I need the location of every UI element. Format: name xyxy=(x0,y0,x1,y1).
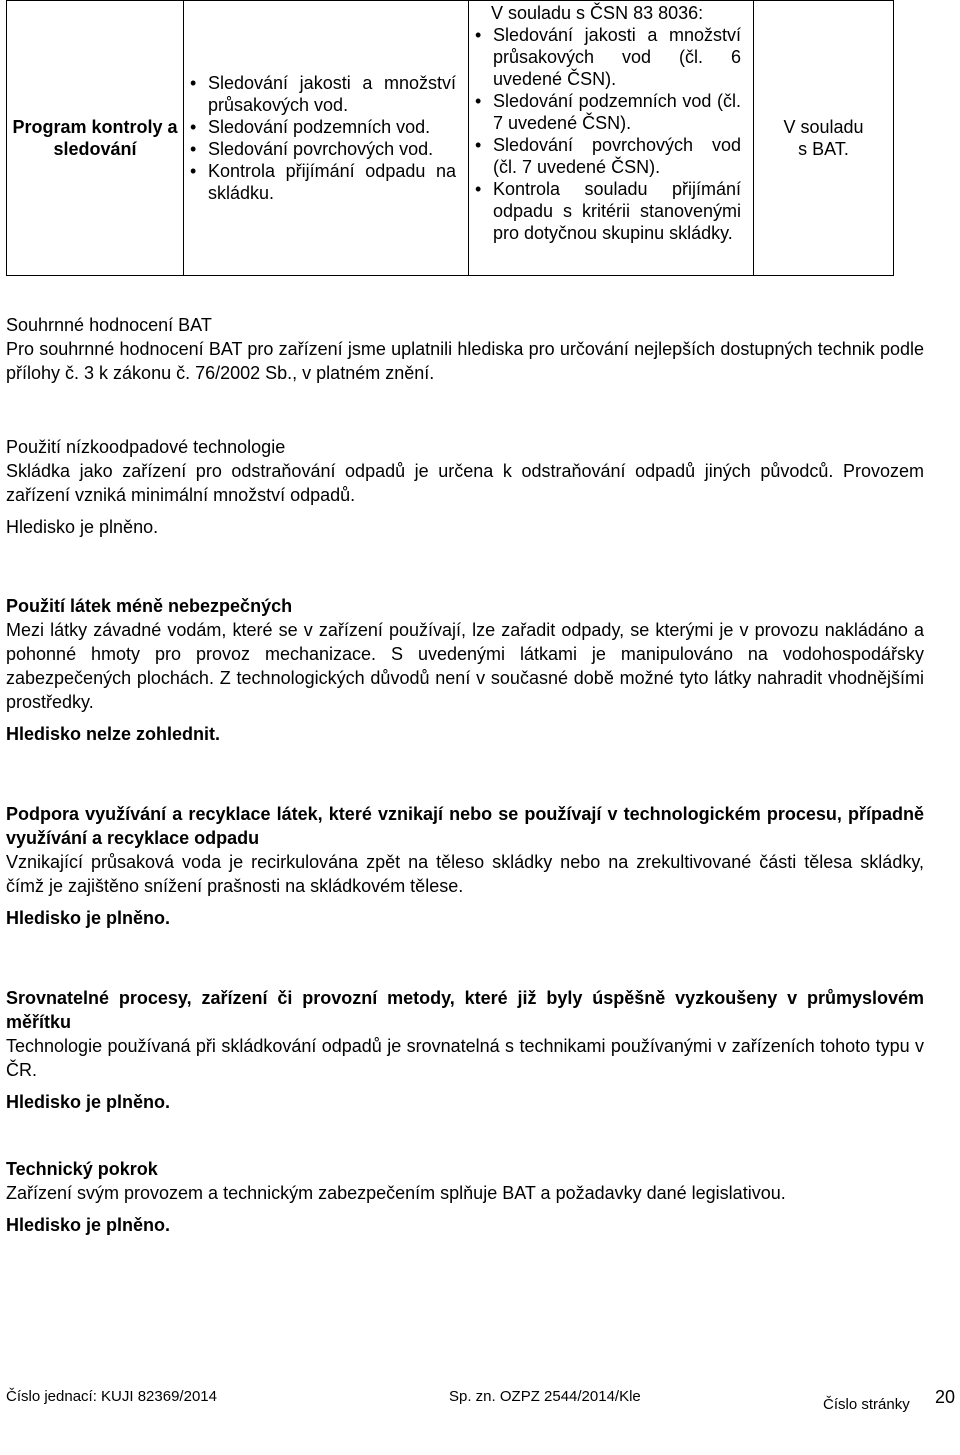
section-body: Zařízení svým provozem a technickým zabezpečením splňuje BAT a požadavky dané legislativou. xyxy=(6,1183,786,1203)
topic-label: Program kontroly a sledování xyxy=(12,117,178,159)
section-low-waste xyxy=(6,435,924,539)
list-item: • Sledování podzemních vod. xyxy=(208,116,456,138)
footer-page-label: Číslo stránky xyxy=(823,1396,910,1413)
section-body: Pro souhrnné hodnocení BAT pro zařízení jsme uplatnili hlediska pro určování nejlepších dostupných technik podle přílohy č. 3 k zákonu č. 76/2002 Sb., v platném znění. xyxy=(6,339,924,383)
section-body: Technologie používaná při skládkování odpadů je srovnatelná s technikami používanými v zařízeních tohoto typu v ČR. xyxy=(6,1036,924,1080)
verdict-text: Hledisko je plněno. xyxy=(6,1215,171,1235)
section-progress xyxy=(6,1157,924,1237)
footer-file-mark: Sp. zn. OZPZ 2544/2014/Kle xyxy=(449,1388,641,1405)
list-item: • Kontrola přijímání odpadu na skládku. xyxy=(208,160,456,204)
table-cell-standard xyxy=(469,1,754,276)
section-body: Vznikající průsaková voda je recirkulována zpět na těleso skládky nebo na zrekultivované části tělesa skládky, čímž je zajištěno snížení prašnosti na skládkovém tělese. xyxy=(6,852,924,896)
section-body: Skládka jako zařízení pro odstraňování odpadů je určena k odstraňování odpadů jiných původců. Provozem zařízení vzniká minimální množství odpadů. xyxy=(6,461,924,505)
list-item: • Kontrola souladu přijímání odpadu s kritérii stanovenými pro dotyčnou skupinu skládky. xyxy=(493,178,741,244)
compliance-table xyxy=(6,0,894,276)
footer-reference: Číslo jednací: KUJI 82369/2014 xyxy=(6,1388,217,1405)
section-less-hazardous xyxy=(6,594,924,746)
verdict-text: Hledisko je plněno. xyxy=(6,1092,171,1112)
list-item: • Sledování jakosti a množství průsakových vod (čl. 6 uvedené ČSN). xyxy=(493,24,741,90)
page-number: 20 xyxy=(935,1387,956,1407)
verdict-text: Hledisko nelze zohlednit. xyxy=(6,724,221,744)
verdict-text: Hledisko je plněno. xyxy=(6,908,171,928)
section-heading: Souhrnné hodnocení BAT xyxy=(6,315,212,335)
list-item: • Sledování povrchových vod (čl. 7 uvedené ČSN). xyxy=(493,134,741,178)
section-comparable xyxy=(6,986,924,1114)
section-recycling xyxy=(6,802,924,930)
standard-heading: V souladu s ČSN 83 8036: xyxy=(491,3,704,23)
section-heading: Srovnatelné procesy, zařízení či provozní metody, které již byly úspěšně vyzkoušeny v průmyslovém měřítku xyxy=(6,988,924,1032)
measures-list xyxy=(184,72,462,204)
section-heading: Podpora využívání a recyklace látek, které vznikají nebo se používají v technologickém procesu, případně využívání a recyklace odpadu xyxy=(6,804,924,848)
table-cell-topic xyxy=(7,1,184,276)
verdict-text: Hledisko je plněno. xyxy=(6,517,159,537)
section-summary xyxy=(6,313,924,385)
standard-list xyxy=(469,24,747,244)
list-item: • Sledování povrchových vod. xyxy=(208,138,456,160)
section-heading: Technický pokrok xyxy=(6,1159,158,1179)
table-cell-compliance xyxy=(754,1,894,276)
compliance-label: V souladu s BAT. xyxy=(783,117,864,159)
section-heading: Použití látek méně nebezpečných xyxy=(6,596,293,616)
table-cell-measures xyxy=(184,1,469,276)
section-heading: Použití nízkoodpadové technologie xyxy=(6,437,286,457)
table-row xyxy=(7,1,894,276)
list-item: • Sledování jakosti a množství průsakových vod. xyxy=(208,72,456,116)
section-body: Mezi látky závadné vodám, které se v zařízení používají, lze zařadit odpady, se kterými je v provozu nakládáno a pohonné hmoty pro provoz mechanizace. S uvedenými látkami je manipulováno na vodohospodářsky zabezpečených plochách. Z technologických důvodů není v současné době možné tyto látky nahradit vhodnějšími prostředky. xyxy=(6,620,924,712)
list-item: • Sledování podzemních vod (čl. 7 uvedené ČSN). xyxy=(493,90,741,134)
